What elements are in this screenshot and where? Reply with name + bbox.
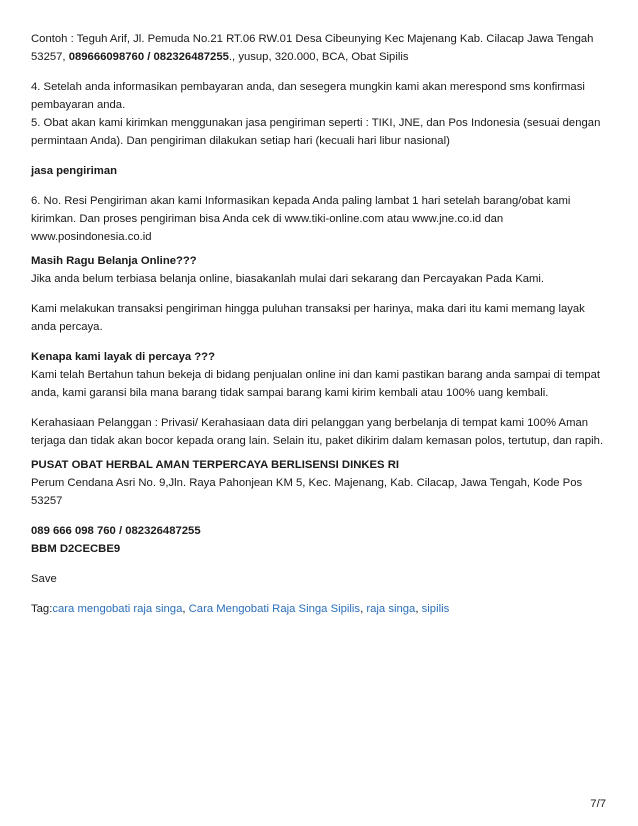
document-body xyxy=(31,30,611,618)
contoh-prefix: Contoh : Teguh Arif, Jl. Pemuda No.21 RT.06 RW.01 Desa Cibeunying Kec Majenang Kab. Cilacap Jawa Tengah 53257, xyxy=(31,33,594,63)
step-5-paragraph: 5. Obat akan kami kirimkan menggunakan jasa pengiriman seperti : TIKI, JNE, dan Pos Indonesia (sesuai dengan permintaan Anda). Dan pengiriman dilakukan setiap hari (kecuali hari libur nasional) xyxy=(31,117,601,147)
spacer xyxy=(31,402,611,414)
pusat-address: Perum Cendana Asri No. 9,Jln. Raya Pahonjean KM 5, Kec. Majenang, Kab. Cilacap, Jawa Tengah, Kode Pos 53257 xyxy=(31,477,583,507)
tag-link-cara-mengobati-raja-singa-sipilis[interactable]: Cara Mengobati Raja Singa Sipilis xyxy=(188,603,361,615)
tag-link-sipilis[interactable]: sipilis xyxy=(421,603,450,615)
tag-separator: , xyxy=(360,603,367,615)
page-number: 7/7 xyxy=(590,798,606,810)
save-button[interactable]: Save xyxy=(31,573,57,585)
contoh-paragraph xyxy=(31,30,611,66)
tags-line xyxy=(31,600,611,618)
kerahasiaan-text: Kerahasiaan Pelanggan : Privasi/ Kerahasiaan data diri pelanggan yang berbelanja di tempat kami 100% Aman terjaga dan tidak akan bocor kepada orang lain. Selain itu, paket dikirim dalam kemasan polos, tertutup, dan rapih. xyxy=(31,417,604,447)
spacer xyxy=(31,588,611,600)
spacer xyxy=(31,336,611,348)
masih-ragu-text: Jika anda belum terbiasa belanja online, biasakanlah mulai dari sekarang dan Percayakan Pada Kami. xyxy=(31,273,545,285)
transaksi-text: Kami melakukan transaksi pengiriman hingga puluhan transaksi per harinya, maka dari itu kami memang layak anda percaya. xyxy=(31,303,585,333)
step-6-paragraph: 6. No. Resi Pengiriman akan kami Informasikan kepada Anda paling lambat 1 hari setelah barang/obat kami kirimkan. Dan proses pengiriman bisa Anda cek di www.tiki-online.com atau www.jne.co.id dan www.posindonesia.co.id xyxy=(31,195,571,243)
contact-bbm: BBM D2CECBE9 xyxy=(31,543,121,555)
spacer xyxy=(31,66,611,78)
contoh-phones: 089666098760 / 082326487255 xyxy=(68,51,229,63)
tag-link-cara-mengobati-raja-singa[interactable]: cara mengobati raja singa xyxy=(52,603,183,615)
tags-label: Tag: xyxy=(31,603,53,615)
spacer xyxy=(31,180,611,192)
pusat-obat-heading: PUSAT OBAT HERBAL AMAN TERPERCAYA BERLISENSI DINKES RI xyxy=(31,459,400,471)
tag-separator: , xyxy=(182,603,189,615)
spacer xyxy=(31,288,611,300)
jasa-pengiriman-heading: jasa pengiriman xyxy=(31,165,118,177)
step-4-paragraph: 4. Setelah anda informasikan pembayaran anda, dan sesegera mungkin kami akan merespond sms konfirmasi pembayaran anda. xyxy=(31,81,585,111)
spacer xyxy=(31,150,611,162)
masih-ragu-heading: Masih Ragu Belanja Online??? xyxy=(31,255,197,267)
spacer xyxy=(31,510,611,522)
tag-separator: , xyxy=(415,603,422,615)
contact-phones: 089 666 098 760 / 082326487255 xyxy=(31,525,201,537)
spacer xyxy=(31,558,611,570)
kenapa-layak-heading: Kenapa kami layak di percaya ??? xyxy=(31,351,215,363)
contoh-suffix: ., yusup, 320.000, BCA, Obat Sipilis xyxy=(228,51,409,63)
kenapa-layak-text: Kami telah Bertahun tahun bekeja di bidang penjualan online ini dan kami pastikan barang anda sampai di tempat anda, kami garansi bila mana barang tidak sampai barang kami kirim kembali atau 100% uang kembali. xyxy=(31,369,600,399)
tag-link-raja-singa[interactable]: raja singa xyxy=(366,603,416,615)
